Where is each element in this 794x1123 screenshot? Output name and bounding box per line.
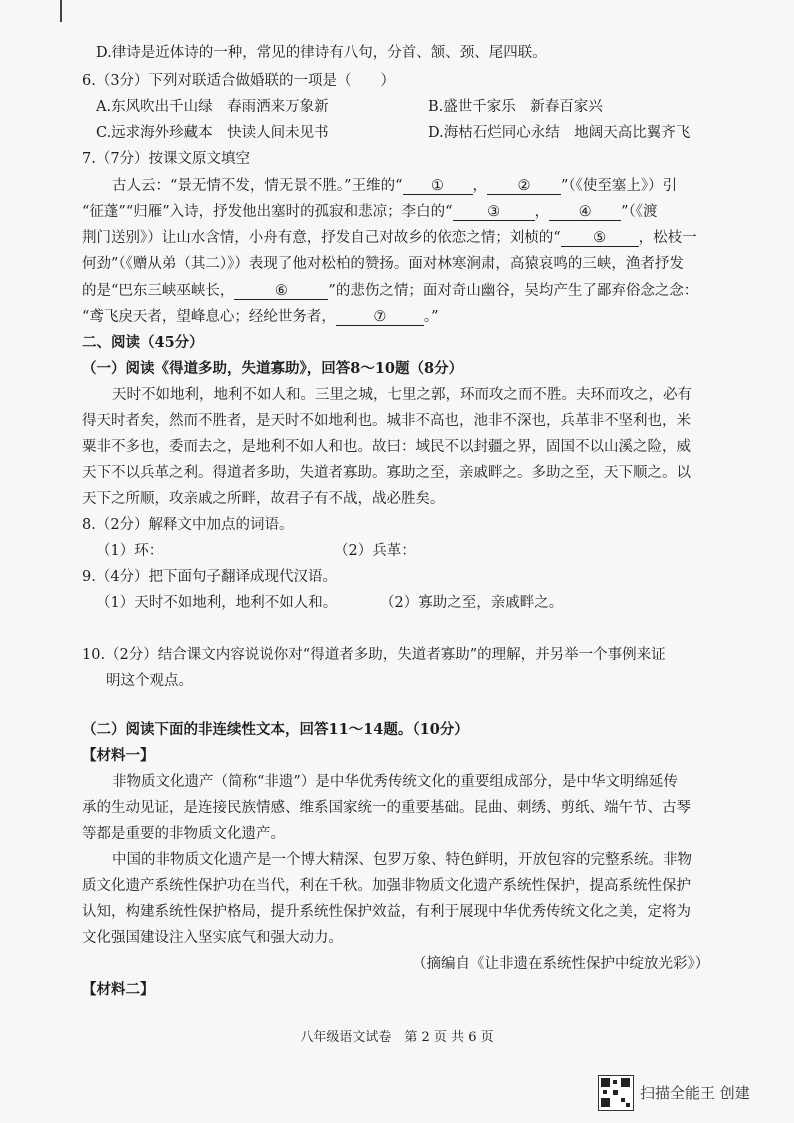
material-1-line: 非物质文化遗产（简称“非遗”）是中华优秀传统文化的重要组成部分，是中华文明绵延传	[112, 774, 678, 790]
part-1-heading: （一）阅读《得道多助，失道寡助》，回答8～10题（8分）	[82, 360, 464, 377]
binding-line	[60, 0, 62, 22]
passage-line: 天时不如地利，地利不如人和。三里之城，七里之郭，环而攻之而不胜。夫环而攻之，必有	[112, 387, 692, 403]
q7-blank-5: ⑤	[561, 230, 639, 247]
passage-line: 粟非不多也，委而去之，是地利不如人和也。故曰：域民不以封疆之界，固国不以山溪之险，威	[82, 439, 691, 455]
q7-blank-4: ④	[549, 204, 621, 221]
passage-line: 天下不以兵革之利。得道者多助，失道者寡助。寡助之至，亲戚畔之。多助之至，天下顺之。以	[82, 465, 691, 481]
q9-item-1: （1）天时不如地利，地利不如人和。	[96, 595, 338, 611]
material-1-line: 等都是重要的非物质文化遗产。	[82, 826, 285, 842]
part-2-heading: （二）阅读下面的非连续性文本，回答11～14题。（10分）	[82, 721, 469, 738]
q7-blank-2: ②	[487, 178, 561, 195]
q6-option-a: A.东风吹出千山绿 春雨洒来万象新	[96, 99, 329, 115]
q7-line-4: 何劲”（《赠从弟（其二）》）表现了他对松柏的赞扬。面对林寒涧肃，高猿哀鸣的三峡，渔者抒发	[82, 256, 684, 272]
material-1-line: 中国的非物质文化遗产是一个博大精深、包罗万象、特色鲜明，开放包容的完整系统。非物	[112, 852, 692, 868]
material-1-line: 文化强国建设注入坚实底气和强大动力。	[82, 930, 343, 946]
page-footer: 八年级语文试卷 第 2 页 共 6 页	[300, 1030, 494, 1045]
q7-line-6: “鸢飞戾天者，望峰息心；经纶世务者， ⑦ 。”	[82, 309, 439, 325]
material-1-line: 质文化遗产系统性保护功在当代，利在千秋。加强非物质文化遗产系统性保护，提高系统性保护	[82, 878, 691, 894]
passage-line: 得天时者矣，然而不胜者，是天时不如地利也。城非不高也，池非不深也，兵革非不坚利也，米	[82, 413, 691, 429]
q9-stem: 9.（4分）把下面句子翻译成现代汉语。	[82, 569, 338, 585]
q6-option-c: C.远求海外珍藏本 快读人间未见书	[96, 125, 329, 141]
q7-stem: 7.（7分）按课文原文填空	[82, 151, 251, 167]
material-1-line: 认知，构建系统性保护格局，提升系统性保护效益，有利于展现中华优秀传统文化之美，定将为	[82, 904, 691, 920]
q9-item-2: （2）寡助之至，亲戚畔之。	[380, 595, 564, 611]
source-citation: （摘编自《让非遗在系统性保护中绽放光彩》）	[412, 956, 710, 972]
q7-blank-1: ①	[403, 178, 473, 195]
q10-line-1: 10.（2分）结合课文内容说说你对“得道者多助，失道者寡助”的理解，并另举一个事例来证	[82, 647, 666, 663]
q6-option-d: D.海枯石烂同心永结 地阔天高比翼齐飞	[428, 125, 691, 141]
passage-line: 天下之所顺，攻亲戚之所畔，故君子有不战，战必胜矣。	[82, 491, 445, 507]
q6-option-b: B.盛世千家乐 新春百家兴	[428, 99, 603, 115]
q10-line-2: 明这个观点。	[106, 673, 193, 689]
q5-option-d: D.律诗是近体诗的一种，常见的律诗有八句，分首、颔、颈、尾四联。	[96, 45, 547, 61]
material-2-label: 【材料二】	[82, 981, 155, 998]
qr-code-icon	[598, 1075, 634, 1111]
section-2-heading: 二、阅读（45分）	[82, 334, 204, 351]
q7-blank-3: ③	[453, 204, 535, 221]
scanner-watermark: 扫描全能王 创建	[640, 1084, 750, 1102]
q7-line-2: “征蓬”“归雁”入诗，抒发他出塞时的孤寂和悲凉；李白的“ ③ ， ④ ”（《渡	[82, 204, 658, 220]
q7-line-5: 的是“巴东三峡巫峡长， ⑥ ”的悲伤之情；面对奇山幽谷，吴均产生了鄙弃俗念之念：	[82, 283, 699, 299]
q7-blank-7: ⑦	[336, 309, 424, 326]
material-1-line: 承的生动见证，是连接民族情感、维系国家统一的重要基础。昆曲、刺绣、剪纸、端午节、古琴	[82, 800, 691, 816]
q7-line-3: 荆门送别》）让山水含情，小舟有意，抒发自己对故乡的依恋之情；刘桢的“ ⑤ ，松枝一	[82, 230, 697, 246]
q7-line-1: 古人云：“景无情不发，情无景不胜。”王维的“ ① ， ② ”（《使至塞上》）引	[112, 178, 678, 194]
q7-blank-6: ⑥	[234, 283, 328, 300]
q6-stem: 6.（3分）下列对联适合做婚联的一项是（ ）	[82, 73, 396, 89]
q8-stem: 8.（2分）解释文中加点的词语。	[82, 517, 294, 533]
q8-item-1: （1）环：	[96, 543, 164, 559]
q8-item-2: （2）兵革：	[334, 543, 416, 559]
material-1-label: 【材料一】	[82, 747, 155, 764]
